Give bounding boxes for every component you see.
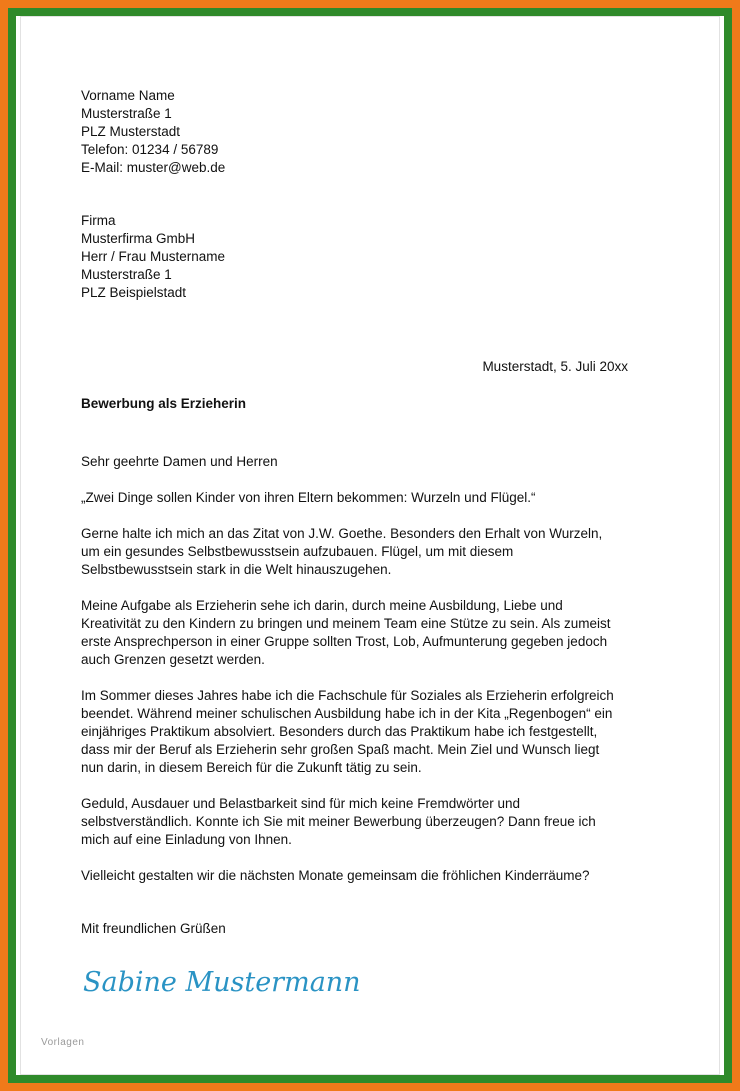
sender-city: PLZ Musterstadt xyxy=(81,124,181,139)
letter-subject: Bewerbung als Erzieherin xyxy=(81,396,247,411)
sender-address xyxy=(81,87,641,177)
sender-email: E-Mail: muster@web.de xyxy=(81,160,226,175)
body-paragraph-3 xyxy=(81,687,641,777)
recipient-person: Herr / Frau Mustername xyxy=(81,249,226,264)
signature-text: Sabine Mustermann xyxy=(83,967,361,998)
salutation: Sehr geehrte Damen und Herren xyxy=(81,454,278,469)
body-line: Im Sommer dieses Jahres habe ich die Fachschule für Soziales als Erzieherin erfolgreich xyxy=(81,688,614,703)
body-line: einjähriges Praktikum absolviert. Besonders durch das Praktikum habe ich festgestellt, xyxy=(81,724,598,739)
letter-date: Musterstadt, 5. Juli 20xx xyxy=(482,359,628,374)
recipient-city: PLZ Beispielstadt xyxy=(81,285,187,300)
letter-page xyxy=(20,16,720,1075)
body-line: um ein gesundes Selbstbewusstsein aufzubauen. Flügel, um mit diesem xyxy=(81,544,514,559)
recipient-address xyxy=(81,212,641,302)
quote-paragraph: „Zwei Dinge sollen Kinder von ihren Eltern bekommen: Wurzeln und Flügel.“ xyxy=(81,490,536,505)
body-line: Gerne halte ich mich an das Zitat von J.W. Goethe. Besonders den Erhalt von Wurzeln, xyxy=(81,526,603,541)
signature-handwriting xyxy=(81,951,361,1011)
recipient-company: Musterfirma GmbH xyxy=(81,231,196,246)
body-line: nun darin, in diesem Bereich für die Zukunft tätig zu sein. xyxy=(81,760,422,775)
recipient-label: Firma xyxy=(81,213,116,228)
body-paragraph-4 xyxy=(81,795,641,849)
body-line: Geduld, Ausdauer und Belastbarkeit sind für mich keine Fremdwörter und xyxy=(81,796,520,811)
body-line: Kreativität zu den Kindern zu bringen und meinem Team eine Stütze zu sein. Als zumeist xyxy=(81,616,611,631)
sender-phone: Telefon: 01234 / 56789 xyxy=(81,142,219,157)
recipient-street: Musterstraße 1 xyxy=(81,267,172,282)
body-line: mich auf eine Einladung von Ihnen. xyxy=(81,832,292,847)
body-line: erste Ansprechperson in einer Gruppe sollten Trost, Lob, Aufmunterung gegeben jedoch xyxy=(81,634,608,649)
footer-watermark: Vorlagen xyxy=(41,1037,85,1048)
body-line: dass mir der Beruf als Erzieherin sehr großen Spaß macht. Mein Ziel und Wunsch liegt xyxy=(81,742,600,757)
body-line: Meine Aufgabe als Erzieherin sehe ich darin, durch meine Ausbildung, Liebe und xyxy=(81,598,563,613)
body-paragraph-1 xyxy=(81,525,641,579)
body-line: Selbstbewusstsein stark in die Welt hinauszugehen. xyxy=(81,562,392,577)
closing: Mit freundlichen Grüßen xyxy=(81,921,226,936)
body-paragraph-5: Vielleicht gestalten wir die nächsten Monate gemeinsam die fröhlichen Kinderräume? xyxy=(81,868,590,883)
body-paragraph-2 xyxy=(81,597,641,669)
body-line: beendet. Während meiner schulischen Ausbildung habe ich in der Kita „Regenbogen“ ein xyxy=(81,706,613,721)
sender-street: Musterstraße 1 xyxy=(81,106,172,121)
body-line: auch Grenzen gesetzt werden. xyxy=(81,652,265,667)
body-line: selbstverständlich. Konnte ich Sie mit meiner Bewerbung überzeugen? Dann freue ich xyxy=(81,814,596,829)
sender-name: Vorname Name xyxy=(81,88,175,103)
